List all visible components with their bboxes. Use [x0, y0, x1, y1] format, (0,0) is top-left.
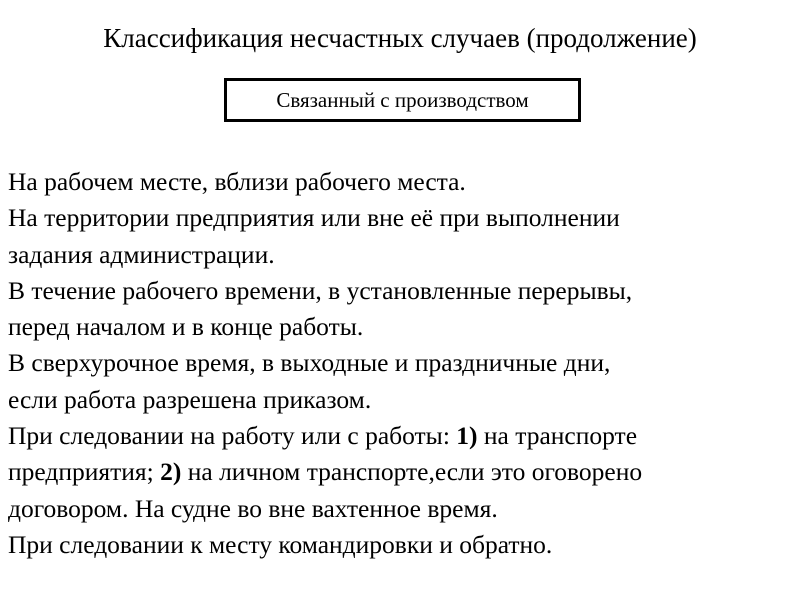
text-line-6: В сверхурочное время, в выходные и праздничные дни, [8, 348, 611, 378]
category-label: Связанный с производством [276, 88, 529, 112]
text-line-8 [8, 418, 798, 454]
text-line-1: На рабочем месте, вблизи рабочего места. [8, 167, 466, 196]
body-text [8, 164, 798, 563]
page-title: Классификация несчастных случаев (продолжение) [103, 23, 697, 53]
text-line-2: На территории предприятия или вне её при выполнении [8, 203, 620, 233]
text-line-8-start: При следовании на работу или с работы: [8, 421, 457, 451]
text-line-9-end: на личном транспорте,если это оговорено [181, 457, 643, 487]
text-line-7: если работа разрешена приказом. [8, 384, 372, 414]
list-number-2: 2) [160, 457, 182, 487]
text-line-4: В течение рабочего времени, в установленные перерывы, [8, 275, 633, 305]
text-line-5: перед началом и в конце работы. [8, 312, 364, 342]
text-line-8-end: на транспорте [477, 421, 638, 451]
text-line-3: задания администрации. [8, 239, 275, 269]
list-number-1: 1) [456, 421, 478, 451]
category-box [224, 78, 581, 122]
text-line-9 [8, 454, 798, 490]
text-line-11: При следовании к месту командировки и обратно. [8, 529, 553, 559]
text-line-10: договором. На судне во вне вахтенное время. [8, 493, 498, 523]
text-line-9-start: предприятия; [8, 457, 161, 487]
